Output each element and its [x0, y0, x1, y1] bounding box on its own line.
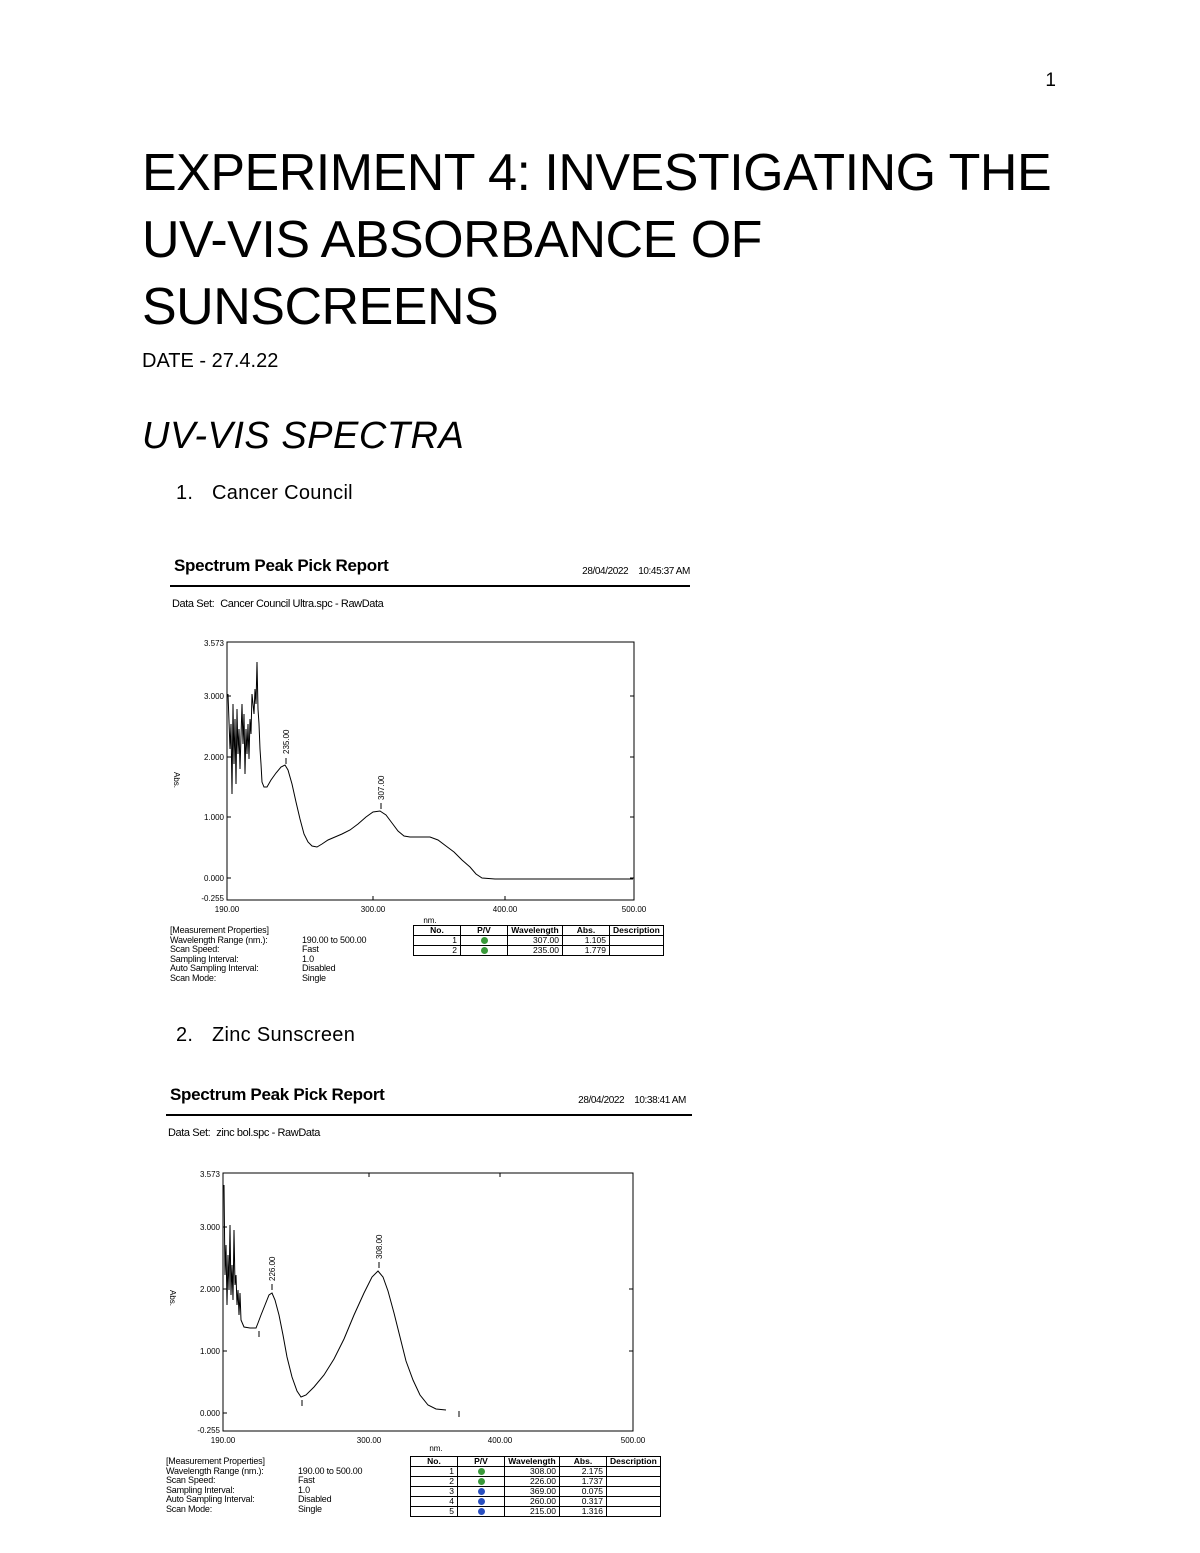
peak-label: 308.00 [375, 1234, 384, 1259]
property-row: Sampling Interval: 1.0 [170, 953, 314, 964]
y-tick-label: 0.000 [203, 874, 224, 883]
report-dataset [168, 1127, 320, 1139]
table-row: 1 307.00 1.105 [414, 936, 664, 946]
x-axis-label: nm. [423, 916, 437, 924]
section-heading: UV-VIS SPECTRA [142, 415, 465, 457]
table-header-row: No. P/V Wavelength Abs. Description [414, 926, 664, 936]
y-tick-label: 0.000 [199, 1409, 220, 1418]
y-axis-label: Abs. [168, 1290, 177, 1307]
peak-label: 307.00 [377, 775, 386, 800]
property-row: Auto Sampling Interval: Disabled [170, 963, 336, 973]
report-time: 10:38:41 AM [634, 1095, 686, 1106]
report-datetime [572, 566, 690, 577]
y-tick-label: -0.255 [201, 894, 224, 903]
peak-table [410, 1456, 661, 1517]
property-row: Auto Sampling Interval: Disabled [166, 1494, 332, 1504]
properties-heading: [Measurement Properties] [170, 925, 269, 935]
report-date: 28/04/2022 [582, 566, 629, 577]
y-tick-label: 2.000 [203, 753, 224, 762]
properties-heading: [Measurement Properties] [166, 1456, 265, 1466]
peak-label: 235.00 [282, 729, 291, 754]
table-row: 2 235.00 1.779 [414, 946, 664, 956]
list-item-label: Cancer Council [212, 482, 353, 504]
spectrum-chart [170, 634, 690, 924]
table-header-row: No. P/V Wavelength Abs. Description [411, 1457, 661, 1467]
x-axis-label: nm. [429, 1444, 443, 1453]
property-row: Wavelength Range (nm.): 190.00 to 500.00 [170, 934, 367, 945]
x-tick-label: 500.00 [620, 1436, 646, 1445]
y-tick-label: 3.000 [199, 1223, 220, 1232]
table-row: 2 226.00 1.737 [411, 1477, 661, 1487]
dataset-label: Data Set: [168, 1127, 211, 1139]
x-tick-label: 190.00 [210, 1436, 236, 1445]
plot-frame [223, 1173, 633, 1431]
measurement-properties [166, 1457, 362, 1514]
peak-icon [478, 1468, 485, 1475]
y-tick-label: 3.573 [199, 1170, 220, 1179]
property-row: Scan Mode: Single [166, 1503, 322, 1514]
report-date: 28/04/2022 [578, 1095, 625, 1106]
spectrum-chart [166, 1165, 686, 1455]
x-tick-label: 190.00 [214, 905, 240, 914]
spectrum-line [224, 1185, 446, 1410]
report-rule [170, 585, 690, 587]
list-item-number: 2. [176, 1024, 194, 1046]
list-item [176, 1024, 355, 1047]
report-rule [166, 1114, 692, 1116]
y-tick-label: 3.000 [203, 692, 224, 701]
report-title: Spectrum Peak Pick Report [170, 1085, 385, 1104]
peak-icon [478, 1478, 485, 1485]
peak-icon [481, 937, 488, 944]
peak-label: 226.00 [268, 1256, 277, 1281]
list-item [176, 482, 353, 505]
x-tick-label: 500.00 [621, 905, 647, 914]
property-row: Scan Mode: Single [170, 972, 326, 983]
property-row: Sampling Interval: 1.0 [166, 1484, 310, 1495]
y-axis-label: Abs. [172, 772, 181, 789]
y-tick-label: 1.000 [203, 813, 224, 822]
table-row: 5 215.00 1.316 [411, 1507, 661, 1517]
spectrum-line [228, 662, 633, 879]
report-time: 10:45:37 AM [638, 566, 690, 577]
property-row: Scan Speed: Fast [166, 1475, 315, 1485]
y-tick-label: 1.000 [199, 1347, 220, 1356]
report-datetime [568, 1095, 686, 1106]
document-date: DATE - 27.4.22 [142, 350, 279, 372]
dataset-label: Data Set: [172, 598, 215, 610]
property-row: Wavelength Range (nm.): 190.00 to 500.00 [166, 1465, 363, 1476]
valley-icon [478, 1508, 485, 1515]
dataset-name: zinc bol.spc - RawData [216, 1127, 320, 1139]
spectrum-report [170, 556, 710, 1016]
page-number: 1 [1045, 70, 1056, 91]
x-tick-label: 300.00 [360, 905, 386, 914]
property-row: Scan Speed: Fast [170, 944, 319, 954]
table-row: 3 369.00 0.075 [411, 1487, 661, 1497]
spectrum-report [166, 1085, 706, 1545]
list-item-number: 1. [176, 482, 194, 504]
report-dataset [172, 598, 383, 610]
y-tick-label: 3.573 [203, 639, 224, 648]
x-tick-label: 400.00 [487, 1436, 513, 1445]
valley-icon [478, 1488, 485, 1495]
document-title: EXPERIMENT 4: INVESTIGATING THE UV-VIS ABSORBANCE OF SUNSCREENS [142, 144, 1052, 336]
list-item-label: Zinc Sunscreen [212, 1024, 356, 1046]
report-title: Spectrum Peak Pick Report [174, 556, 389, 575]
x-tick-label: 300.00 [356, 1436, 382, 1445]
y-tick-label: 2.000 [199, 1285, 220, 1294]
dataset-name: Cancer Council Ultra.spc - RawData [220, 598, 384, 610]
peak-icon [481, 947, 488, 954]
y-tick-label: -0.255 [197, 1426, 220, 1435]
valley-icon [478, 1498, 485, 1505]
peak-table [413, 925, 664, 956]
table-row: 1 308.00 2.175 [411, 1467, 661, 1477]
measurement-properties [170, 926, 366, 983]
table-row: 4 260.00 0.317 [411, 1497, 661, 1507]
x-tick-label: 400.00 [492, 905, 518, 914]
